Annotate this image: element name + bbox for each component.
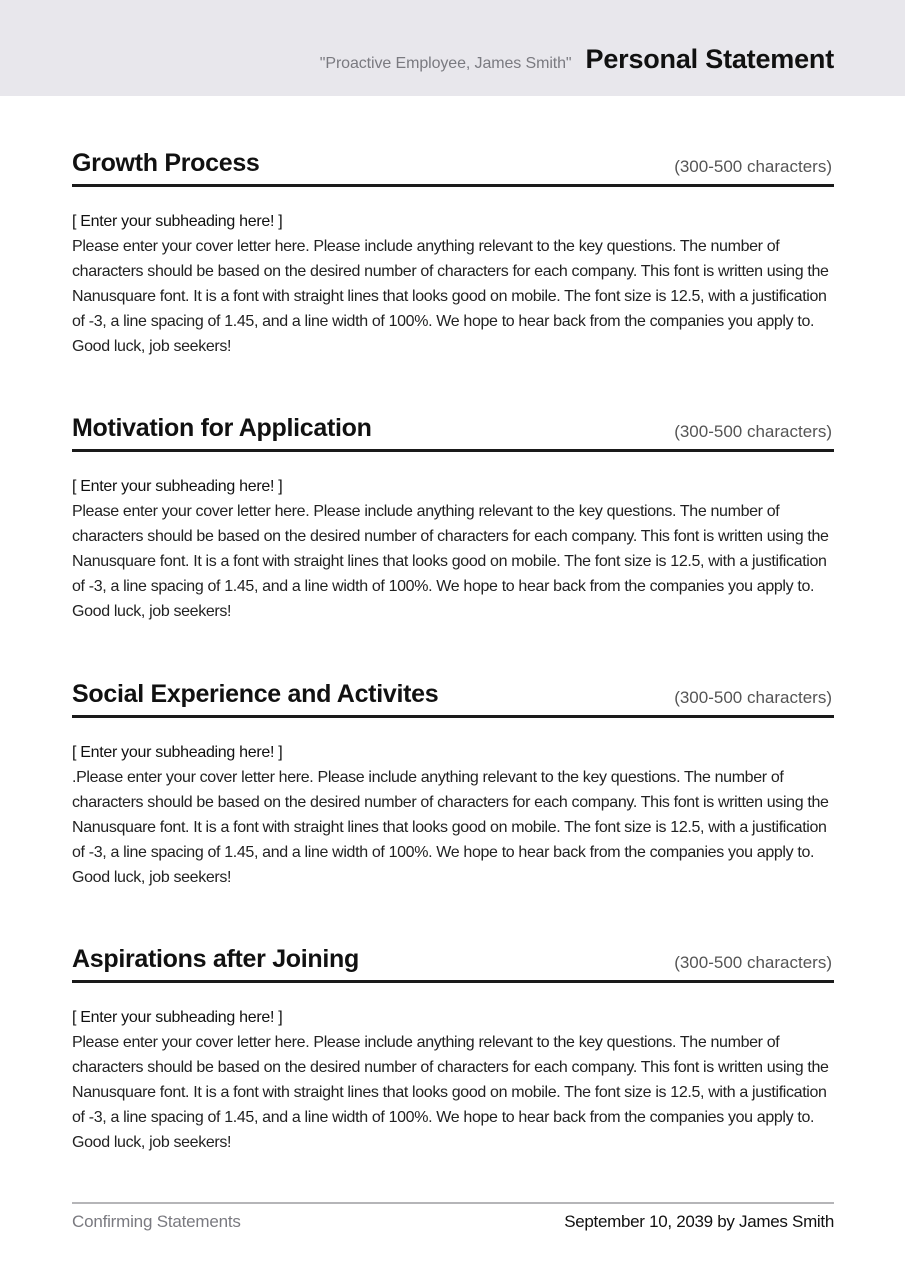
section-subheading: [ Enter your subheading here! ] (72, 478, 283, 495)
section-subheading: [ Enter your subheading here! ] (72, 213, 283, 230)
section-heading-row (72, 144, 834, 187)
page-footer (72, 1202, 834, 1232)
section-heading-row (72, 409, 834, 452)
character-limit-note: (300-500 characters) (674, 157, 832, 176)
section-title: Social Experience and Activites (72, 680, 439, 708)
section-body-text: Please enter your cover letter here. Please include anything relevant to the key questions. The number of characters should be based on the desired number of characters for each company. This font is written using the Nanusquare font. It is a font with straight lines that looks good on mobile. The font size is 12.5, with a justification of -3, a line spacing of 1.45, and a line width of 100%. We hope to hear back from the companies you apply to. Good luck, job seekers! (72, 1034, 829, 1151)
section-body-text: .Please enter your cover letter here. Please include anything relevant to the key questions. The number of characters should be based on the desired number of characters for each company. This font is written using the Nanusquare font. It is a font with straight lines that looks good on mobile. The font size is 12.5, with a justification of -3, a line spacing of 1.45, and a line width of 100%. We hope to hear back from the companies you apply to. Good luck, job seekers! (72, 769, 829, 886)
section-social-experience (72, 675, 834, 890)
section-heading-row (72, 675, 834, 718)
section-aspirations (72, 940, 834, 1155)
section-motivation (72, 409, 834, 624)
section-heading-row (72, 940, 834, 983)
section-subheading: [ Enter your subheading here! ] (72, 744, 283, 761)
page-header (0, 0, 905, 96)
section-subheading: [ Enter your subheading here! ] (72, 1009, 283, 1026)
character-limit-note: (300-500 characters) (674, 422, 832, 441)
document-title: Personal Statement (585, 44, 834, 74)
section-growth-process (72, 144, 834, 359)
character-limit-note: (300-500 characters) (674, 953, 832, 972)
footer-date-signature: September 10, 2039 by James Smith (564, 1212, 834, 1231)
section-body-text: Please enter your cover letter here. Please include anything relevant to the key questions. The number of characters should be based on the desired number of characters for each company. This font is written using the Nanusquare font. It is a font with straight lines that looks good on mobile. The font size is 12.5, with a justification of -3, a line spacing of 1.45, and a line width of 100%. We hope to hear back from the companies you apply to. Good luck, job seekers! (72, 503, 829, 620)
footer-confirmation-label: Confirming Statements (72, 1212, 241, 1231)
footer-row (72, 1212, 834, 1232)
header-tagline: "Proactive Employee, James Smith" (319, 55, 572, 72)
character-limit-note: (300-500 characters) (674, 688, 832, 707)
section-title: Growth Process (72, 149, 260, 177)
header-title-group (320, 44, 834, 75)
section-title: Aspirations after Joining (72, 945, 359, 973)
section-title: Motivation for Application (72, 414, 372, 442)
section-body-text: Please enter your cover letter here. Please include anything relevant to the key questions. The number of characters should be based on the desired number of characters for each company. This font is written using the Nanusquare font. It is a font with straight lines that looks good on mobile. The font size is 12.5, with a justification of -3, a line spacing of 1.45, and a line width of 100%. We hope to hear back from the companies you apply to. Good luck, job seekers! (72, 238, 829, 355)
